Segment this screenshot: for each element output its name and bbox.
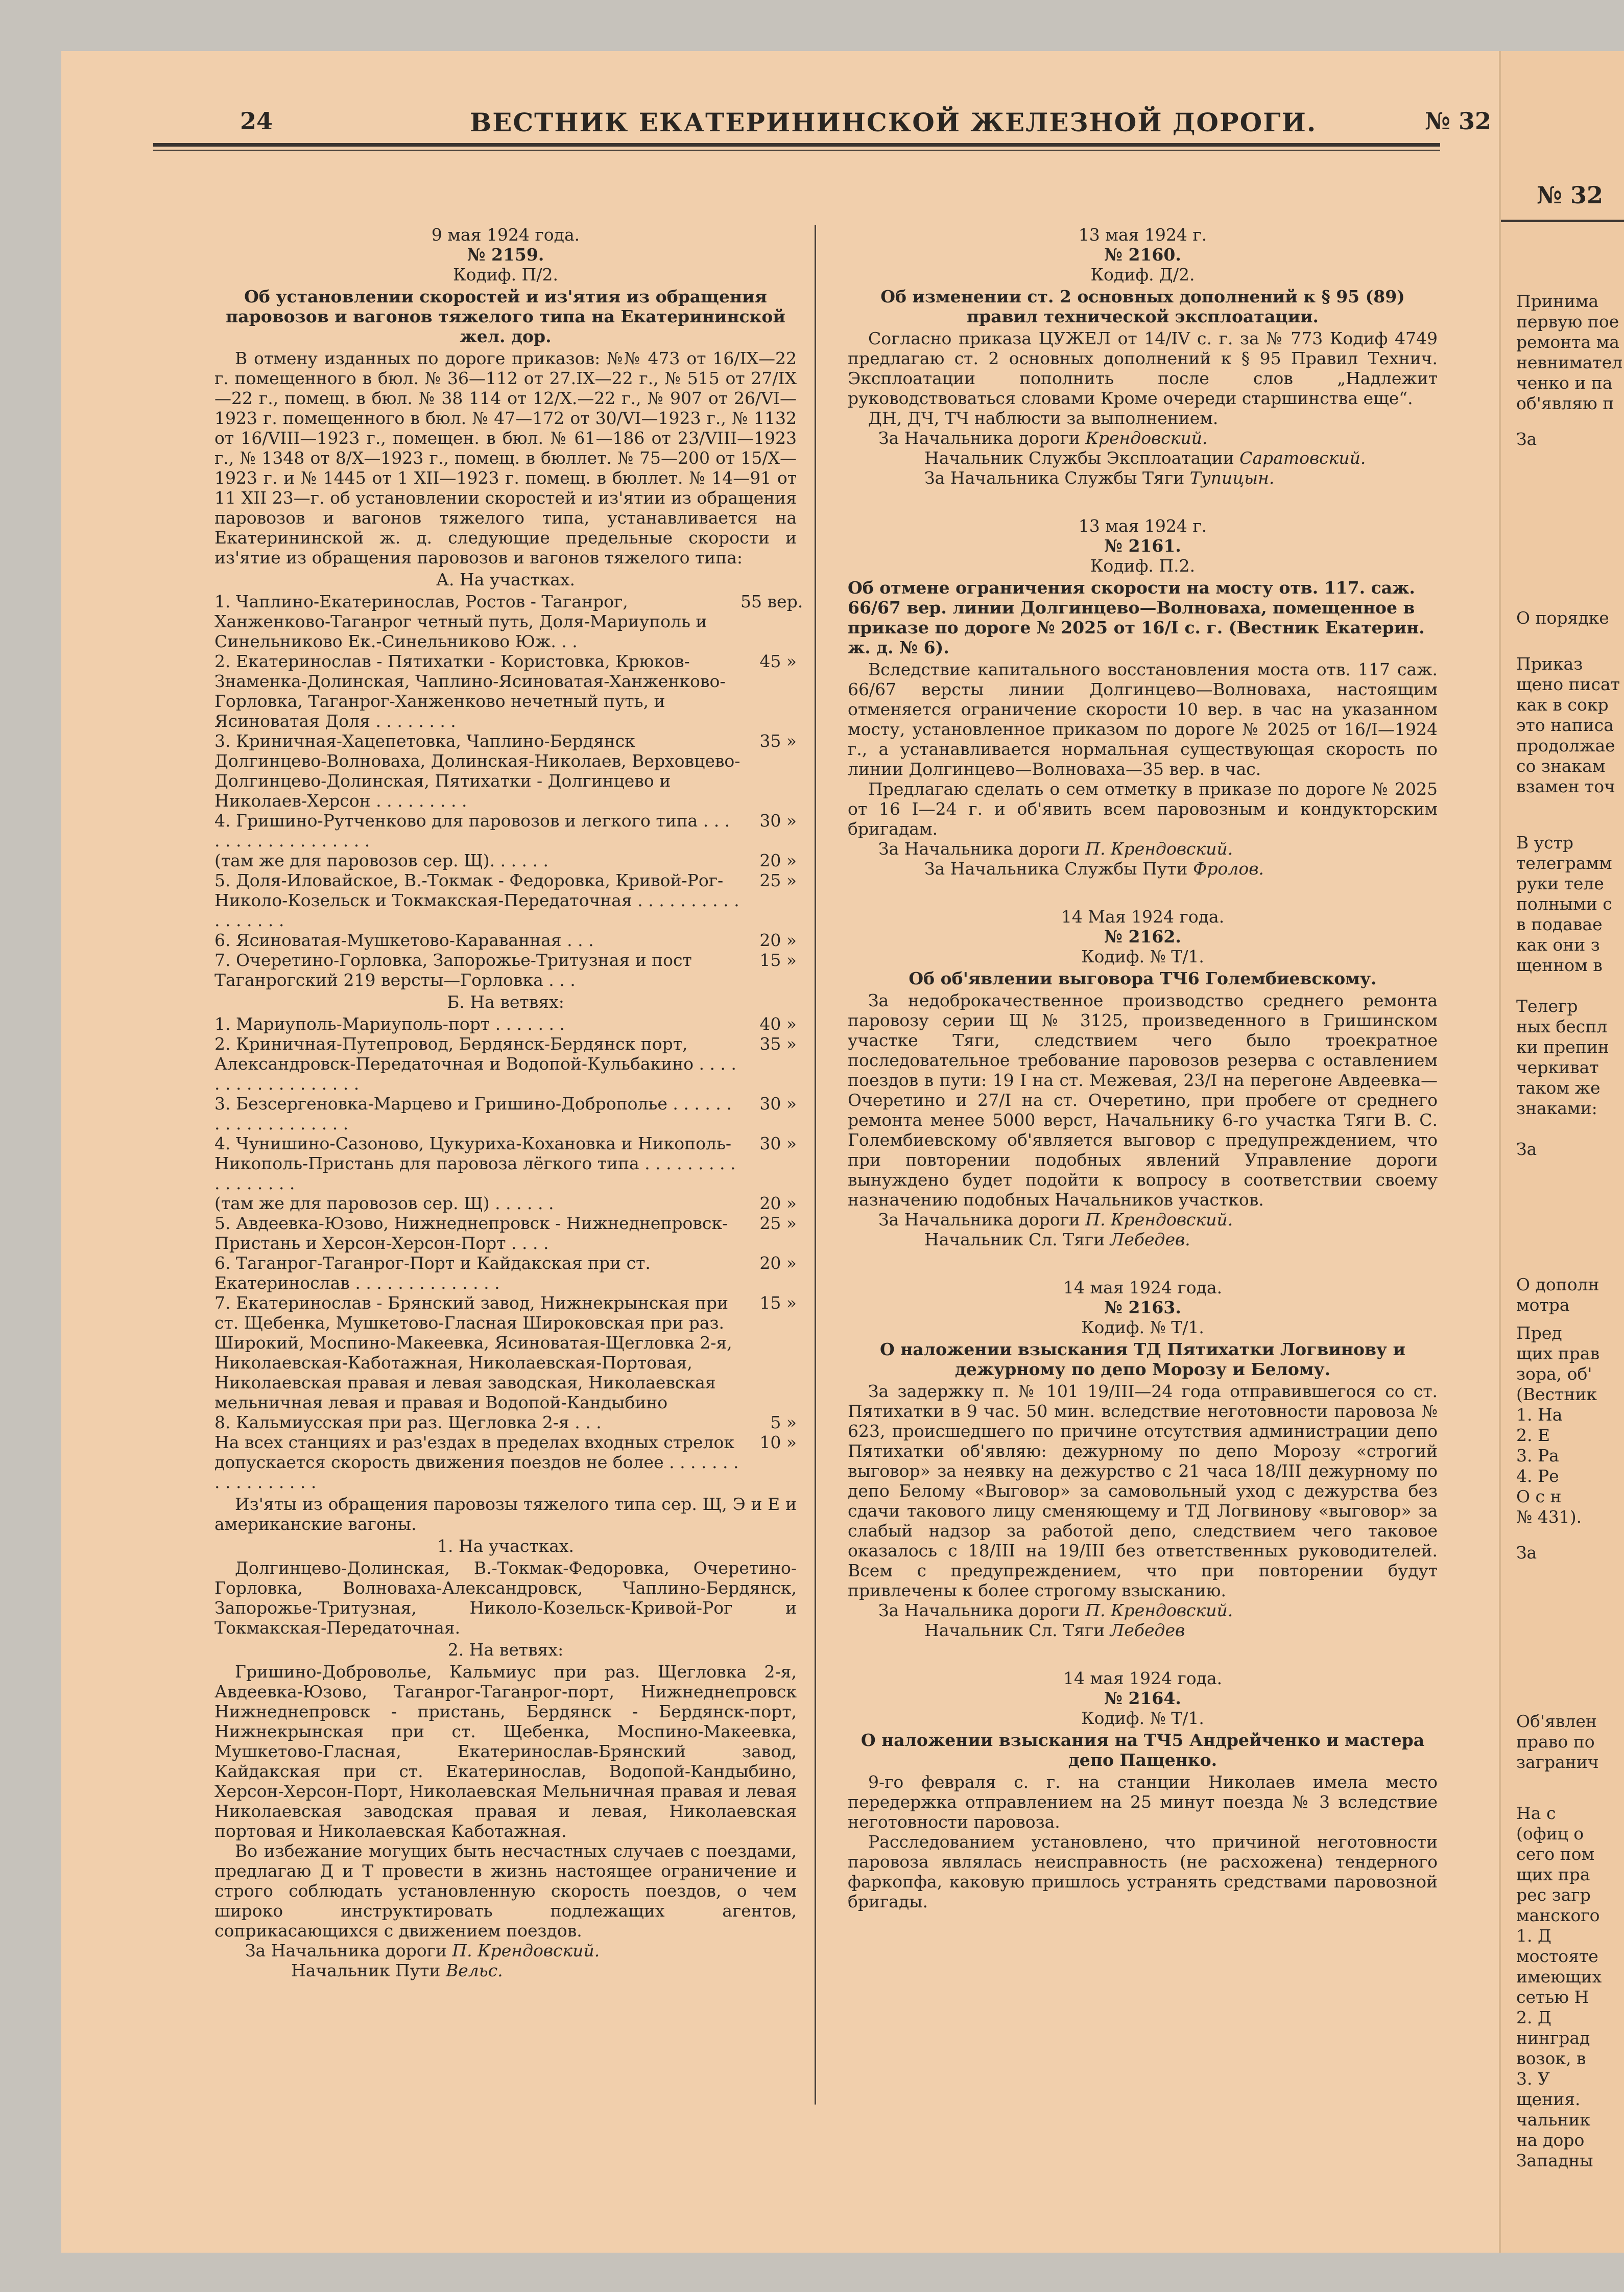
order-body: Согласно приказа ЦУЖЕЛ от 14/IV с. г. за № 773 Кодиф 4749 предлагаю ст. 2 основных дополнений к § 95 Правил Технич. Эксплоатации пополнить после слов „Надлежит руководствоваться словами Кроме очереди старшинства еще“. xyxy=(848,328,1438,408)
next-page-text-fragment: щено писат xyxy=(1516,674,1620,694)
speed-item-value: 20 » xyxy=(759,850,797,870)
next-page-text-fragment: За xyxy=(1516,429,1537,449)
signature-prefix: За Начальника дороги xyxy=(878,839,1080,859)
next-page-text-fragment: щих пра xyxy=(1516,1864,1590,1884)
next-page-text-fragment: (Вестник xyxy=(1516,1384,1597,1404)
next-page-text-fragment: на доро xyxy=(1516,2130,1585,2150)
signature-line xyxy=(878,1600,1438,1620)
next-page-text-fragment: первую пое xyxy=(1516,312,1619,332)
order-heading: О наложении взыскания ТД Пятихатки Логвинову и дежурному по депо Морозу и Белому. xyxy=(880,1339,1405,1379)
next-page-text-fragment: черкиват xyxy=(1516,1057,1599,1077)
order-body: ДН, ДЧ, ТЧ наблюсти за выполнением. xyxy=(868,408,1219,428)
section-b-title: Б. На ветвях: xyxy=(447,992,564,1012)
next-page-text-fragment: Пред xyxy=(1516,1323,1562,1343)
speed-item xyxy=(214,1034,797,1094)
signature-name: Вельс. xyxy=(445,1960,503,1980)
next-page-text-fragment: чальник xyxy=(1516,2110,1591,2130)
next-page-text-fragment: мотра xyxy=(1516,1295,1570,1315)
speed-item xyxy=(214,1193,797,1213)
speed-item-route: 2. Криничная-Путепровод, Бердянск-Бердянск порт, Александровск-Передаточная и Водопой-Кульбакино . . . . . . . . . . . . . . . . . . xyxy=(214,1034,736,1094)
closing-paragraph: Во избежание могущих быть несчастных случаев с поездами, предлагаю Д и Т провести в жизнь настоящее ограничение и строго соблюдать установленную скорость поездов, о чем широко инструктировать подлежащих агентов, соприкасающихся с движением поездов. xyxy=(214,1841,797,1941)
header-rule xyxy=(153,143,1440,147)
signature-prefix: Начальник Сл. Тяги xyxy=(924,1230,1105,1249)
next-page-text-fragment: нинград xyxy=(1516,2028,1590,2048)
order-codif: Кодиф. П.2. xyxy=(1090,556,1196,576)
next-page-text-fragment: В устр xyxy=(1516,833,1574,853)
speed-item-value: 30 » xyxy=(759,1133,797,1153)
next-page-text-fragment: об'являю п xyxy=(1516,393,1614,413)
order-body: Вследствие капитального восстановления моста отв. 117 саж. 66/67 версты линии Долгинцево—Волноваха, настоящим отменяется ограничение скорости 10 вер. в час на указанном мосту, установленное приказом по дороге № 2025 от 16/I—1924 г., а устанавливается нормальная существующая скорость по линии Долгинцево—Волноваха—35 вер. в час. xyxy=(848,659,1438,779)
next-page-text-fragment: руки теле xyxy=(1516,873,1604,893)
next-page-text-fragment: это написа xyxy=(1516,715,1614,735)
next-page-text-fragment: 1. Д xyxy=(1516,1926,1551,1946)
next-page-text-fragment: 3. Ра xyxy=(1516,1446,1559,1466)
next-page-text-fragment: Телегр xyxy=(1516,996,1578,1016)
speed-item xyxy=(214,811,797,850)
order-body: Предлагаю сделать о сем отметку в приказе по дороге № 2025 от 16 I—24 г. и об'явить всем паровозным и кондукторским бригадам. xyxy=(848,779,1438,839)
section-a-list xyxy=(214,592,803,990)
next-page-rule xyxy=(1501,220,1624,222)
signature-name: Лебедев xyxy=(1110,1620,1185,1640)
speed-item-value: 25 » xyxy=(759,1213,797,1233)
next-page-text-fragment: 1. На xyxy=(1516,1405,1563,1425)
next-page-text-fragment: рес загр xyxy=(1516,1885,1591,1905)
next-page-text-fragment: знаками: xyxy=(1516,1098,1597,1118)
next-page-text-fragment: Западны xyxy=(1516,2151,1593,2170)
signature-prefix: Начальник Сл. Тяги xyxy=(924,1620,1105,1640)
order-body: 9-го февраля с. г. на станции Николаев имела место передержка отправлением на 25 минут поезда № 3 вследствие неготовности паровоза. xyxy=(848,1772,1438,1832)
order-number: № 2160. xyxy=(1104,245,1181,265)
order-number: № 2161. xyxy=(1104,536,1181,556)
order-date: 14 мая 1924 года. xyxy=(1063,1668,1223,1688)
order-heading: О наложении взыскания на ТЧ5 Андрейченко и мастера депо Пащенко. xyxy=(861,1730,1425,1770)
signature-prefix: За Начальника Службы Пути xyxy=(924,859,1188,879)
left-column xyxy=(214,225,803,1980)
speed-item-route: 5. Авдеевка-Юзово, Нижнеднепровск - Нижнеднепровск-Пристань и Херсон-Херсон-Порт . . . . xyxy=(214,1213,728,1253)
signature-line xyxy=(878,839,1438,859)
next-page-text-fragment: На с xyxy=(1516,1803,1556,1823)
speed-item-route: 1. Чаплино-Екатеринослав, Ростов - Таганрог, Ханженково-Таганрог четный путь, Доля-Мариуполь и Синельниково Ек.-Синельниково Юж. . . xyxy=(214,592,707,651)
next-page-text-fragment: имеющих xyxy=(1516,1967,1602,1987)
speed-item-value: 20 » xyxy=(759,1193,797,1213)
speed-item-value: 45 » xyxy=(759,651,797,671)
signature-name: Фролов. xyxy=(1192,859,1264,879)
next-page-text-fragment: За xyxy=(1516,1139,1537,1159)
next-page-text-fragment: О дополн xyxy=(1516,1274,1599,1294)
speed-item xyxy=(214,1253,797,1293)
next-page-text-fragment: 2. Д xyxy=(1516,2007,1551,2027)
order-codif: Кодиф. Д/2. xyxy=(1090,265,1195,285)
next-page-text-fragment: как в сокр xyxy=(1516,695,1609,715)
next-page-text-fragment: Принима xyxy=(1516,291,1599,311)
next-page-text-fragment: невнимател xyxy=(1516,352,1623,372)
speed-item-route: 2. Екатеринослав - Пятихатки - Користовка, Крюков-Знаменка-Долинская, Чаплино-Ясиноватая-Ханженково-Горловка, Таганрог-Ханженково нечетный путь, и Ясиноватая Доля . . . . . . . . xyxy=(214,651,726,731)
order-codif: Кодиф. № Т/1. xyxy=(1081,1317,1204,1337)
next-page-text-fragment: как они з xyxy=(1516,935,1600,955)
next-page-text-fragment: полными с xyxy=(1516,894,1612,914)
next-page-text-fragment: возок, в xyxy=(1516,2048,1586,2068)
next-page-edge xyxy=(1499,51,1624,2253)
order-codif: Кодиф. № Т/1. xyxy=(1081,1708,1204,1728)
withdrawn-sec2-text: Гришино-Доброволье, Кальмиус при раз. Щегловка 2-я, Авдеевка-Юзово, Таганрог-Таганрог-порт, Нижнеднепровск Нижнеднепровск - пристань, Бердянск - Бердянск-порт, Нижнекрынская при ст. Щебенка, Моспино-Макеевка, Мушкетово-Гласная, Екатеринослав-Брянский завод, Кайдакская при ст. Екатеринослав, Водопой-Кандыбино, Херсон-Херсон-Порт, Николаевская Мельничная правая и левая Николаевская заводская правая и левая, Николаевская портовая и Николаевская Каботажная. xyxy=(214,1662,797,1841)
next-page-text-fragment: О порядке xyxy=(1516,608,1609,628)
speed-item-value: 30 » xyxy=(759,1094,797,1114)
signature-line xyxy=(924,1620,1438,1640)
speed-item xyxy=(214,1094,797,1133)
section-b-list xyxy=(214,1014,797,1492)
speed-item-route: 3. Безсергеновка-Марцево и Гришино-Доброполье . . . . . . . . . . . . . . . . . . . xyxy=(214,1094,732,1133)
order-codif: Кодиф. П/2. xyxy=(453,265,558,285)
signature-name: Лебедев. xyxy=(1110,1230,1190,1249)
next-page-text-fragment: За xyxy=(1516,1543,1537,1563)
next-page-text-fragment: продолжае xyxy=(1516,736,1615,755)
order-2164 xyxy=(848,1668,1438,1911)
right-column xyxy=(848,225,1438,1911)
speed-item-value: 20 » xyxy=(759,1253,797,1273)
speed-item-route: (там же для паровозов сер. Щ). . . . . . xyxy=(214,850,549,870)
speed-item-value: 35 » xyxy=(759,731,797,751)
signature-prefix: За Начальника Службы Тяги xyxy=(924,468,1185,488)
signature-prefix: Начальник Службы Эксплоатации xyxy=(924,448,1234,468)
signature-prefix: За Начальника дороги xyxy=(878,1210,1080,1230)
speed-item-route: 6. Ясиноватая-Мушкетово-Караванная . . . xyxy=(214,930,594,950)
signature-line xyxy=(924,1230,1438,1249)
next-page-text-fragment: зора, об' xyxy=(1516,1364,1592,1384)
speed-item-route: 3. Криничная-Хацепетовка, Чаплино-Бердянск Долгинцево-Волноваха, Долинская-Николаев, Верховцево-Долгинцево-Долинская, Пятихатки - Долгинцево и Николаев-Херсон . . . . . . . . . xyxy=(214,731,741,811)
speed-item xyxy=(214,651,797,731)
order-date: 13 мая 1924 г. xyxy=(1078,225,1207,245)
speed-item-value: 5 » xyxy=(770,1412,797,1432)
next-page-text-fragment: таком же xyxy=(1516,1078,1601,1098)
speed-item xyxy=(214,930,797,950)
speed-item-route: (там же для паровозов сер. Щ) . . . . . . xyxy=(214,1193,554,1213)
order-2162 xyxy=(848,907,1438,1249)
withdrawn-sec1-title: 1. На участках. xyxy=(437,1536,574,1556)
signature-line xyxy=(291,1960,797,1980)
order-body: За недоброкачественное производство среднего ремонта паровозу серии Щ № 3125, произведенного в Гришинском участке Тяги, следствием чего было троекратное последовательное требование паровозов резерва с оставлением поездов в пути: 19 I на ст. Межевая, 23/I на перегоне Авдеевка—Очеретино и 27/I на ст. Очеретино, при пробеге от среднего ремонта менее 5000 верст, Начальнику 6-го участка Тяги В. С. Голембиевскому об'является выговор с предупреждением, что при повторении подобных явлений Управление дороги вынуждено будет подойти к вопросу в соответствии своему назначению подобных Начальников участков. xyxy=(848,990,1438,1210)
next-page-text-fragment: ных беспл xyxy=(1516,1017,1608,1036)
next-page-text-fragment: право по xyxy=(1516,1732,1595,1752)
next-page-text-fragment: сего пом xyxy=(1516,1844,1595,1864)
order-body: За задержку п. № 101 19/III—24 года отправившегося со ст. Пятихатки в 9 час. 50 мин. вследствие неготовности паровоза № 623, происшедшего по причине отсутствия администрации депо Пятихатки об'являю: дежурному по депо Морозу «строгий выговор» за неявку на дежурство с 21 часа 18/III дежурному по депо Белому «Выговор» за самовольный уход с дежурства без сдачи такового лицу сменяющему и ТД Логвинову «выговор» за слабый надзор за работой депо, следствием чего таковое оказалось с 18/III на 19/III без ответственных руководителей. Всем с предупреждением, что при повторении будут привлечены к более строгому взысканию. xyxy=(848,1381,1438,1600)
signature-line xyxy=(878,1210,1438,1230)
order-heading: Об установлении скоростей и из'ятия из обращения паровозов и вагонов тяжелого типа на Екатерининской жел. дор. xyxy=(226,287,785,346)
speed-item-route: На всех станциях и раз'ездах в пределах входных стрелок допускается скорость движения поездов не более . . . . . . . . . . . . . . . . . xyxy=(214,1432,739,1492)
next-page-text-fragment: мостояте xyxy=(1516,1946,1598,1966)
next-page-text-fragment: сетью Н xyxy=(1516,1987,1589,2007)
next-page-text-fragment: щенном в xyxy=(1516,955,1603,975)
next-page-text-fragment: Приказ xyxy=(1516,654,1583,674)
next-page-text-fragment: манского xyxy=(1516,1905,1600,1925)
withdrawn-note: Из'яты из обращения паровозы тяжелого типа сер. Щ, Э и Е и американские вагоны. xyxy=(214,1494,797,1534)
speed-item xyxy=(214,1133,797,1193)
next-page-text-fragment: 2. Е xyxy=(1516,1425,1550,1445)
next-page-text-fragment: ки препин xyxy=(1516,1037,1609,1057)
speed-item xyxy=(214,870,797,930)
speed-item-route: 7. Екатеринослав - Брянский завод, Нижнекрынская при ст. Щебенка, Мушкетово-Гласная Широковская при раз. Широкий, Моспино-Макеевка, Ясиноватая-Щегловка 2-я, Николаевская-Каботажная, Николаевская-Портовая, Николаевская правая и левая заводская, Николаевская мельничная левая и правая и Водопой-Кандыбино xyxy=(214,1293,732,1412)
next-page-text-fragment: (офиц о xyxy=(1516,1824,1584,1844)
speed-item-route: 4. Чунишино-Сазоново, Цукуриха-Кохановка и Никополь-Никополь-Пристань для паровоза лёгкого типа . . . . . . . . . . . . . . . . . xyxy=(214,1133,736,1193)
signature-prefix: За Начальника дороги xyxy=(878,1600,1080,1620)
signature-line xyxy=(245,1941,797,1960)
speed-item-value: 10 » xyxy=(759,1432,797,1452)
signature-name: П. Крендовский. xyxy=(1085,1210,1233,1230)
speed-item xyxy=(214,950,797,990)
next-page-text-fragment: Об'явлен xyxy=(1516,1711,1597,1731)
order-2161 xyxy=(848,516,1438,879)
next-page-text-fragment: загранич xyxy=(1516,1752,1599,1772)
speed-item-route: 7. Очеретино-Горловка, Запорожье-Тритузная и пост Таганрогский 219 версты—Горловка . . . xyxy=(214,950,692,990)
speed-item-value: 25 » xyxy=(759,870,797,890)
speed-item-value: 15 » xyxy=(759,1293,797,1313)
order-date: 14 мая 1924 года. xyxy=(1063,1278,1223,1297)
next-page-text-fragment: в подавае xyxy=(1516,914,1603,934)
withdrawn-sec2-title: 2. На ветвях: xyxy=(447,1640,564,1660)
order-2163 xyxy=(848,1278,1438,1640)
speed-item xyxy=(214,592,803,651)
column-divider xyxy=(815,225,816,2105)
speed-item xyxy=(214,850,797,870)
next-page-text-fragment: О с н xyxy=(1516,1486,1562,1506)
signature-name: Тупицын. xyxy=(1189,468,1275,488)
header-rule-thin xyxy=(153,150,1440,151)
order-date: 13 мая 1924 г. xyxy=(1078,516,1207,536)
page-header xyxy=(153,107,1492,138)
order-heading: Об изменении ст. 2 основных дополнений к § 95 (89) правил технической эксплоатации. xyxy=(880,287,1405,326)
next-page-text-fragment: № 431). xyxy=(1516,1507,1582,1527)
page-number: 24 xyxy=(240,107,273,135)
section-a-title: А. На участках. xyxy=(436,570,575,589)
signature-line xyxy=(878,428,1438,448)
next-page-issue: № 32 xyxy=(1537,181,1604,209)
next-page-text-fragment: телеграмм xyxy=(1516,853,1612,873)
next-page-text-fragment: ченко и па xyxy=(1516,373,1613,393)
speed-item-route: 4. Гришино-Рутченково для паровозов и легкого типа . . . . . . . . . . . . . . . . . . xyxy=(214,811,730,850)
speed-item-route: 1. Мариуполь-Мариуполь-порт . . . . . . . xyxy=(214,1014,565,1034)
speed-item xyxy=(214,1412,797,1432)
next-page-text-fragment: щих прав xyxy=(1516,1343,1600,1363)
speed-item xyxy=(214,1432,797,1492)
speed-item-value: 30 » xyxy=(759,811,797,831)
next-page-text-fragment: 3. У xyxy=(1516,2069,1550,2089)
order-heading: Об об'явлении выговора ТЧ6 Голембиевскому. xyxy=(909,968,1377,988)
publication-title: ВЕСТНИК ЕКАТЕРИНИНСКОЙ ЖЕЛЕЗНОЙ ДОРОГИ. xyxy=(470,107,1317,137)
signature-prefix: За Начальника дороги xyxy=(878,428,1080,448)
signature-line xyxy=(924,468,1438,488)
order-heading: Об отмене ограничения скорости на мосту отв. 117. саж. 66/67 вер. линии Долгинцево—Волноваха, помещенное в приказе по дороге № 2025 от 16/I с. г. (Вестник Екатерин. ж. д. № 6). xyxy=(848,578,1425,657)
order-number: № 2163. xyxy=(1104,1297,1181,1317)
signature-prefix: За Начальника дороги xyxy=(245,1941,447,1960)
speed-item xyxy=(214,1213,797,1253)
speed-item xyxy=(214,731,797,811)
speed-item xyxy=(214,1293,797,1412)
order-number: № 2162. xyxy=(1104,927,1181,947)
speed-item xyxy=(214,1014,797,1034)
next-page-text-fragment: ремонта ма xyxy=(1516,332,1619,352)
order-intro: В отмену изданных по дороге приказов: №№ 473 от 16/IX—22 г. помещенного в бюл. № 36—112 от 27.IX—22 г., № 515 от 27/IX—22 г., помещ. в бюл. № 38 114 от 12/X.—22 г., № 907 от 26/VI—1923 г. помещенного в бюл. № 47—172 от 30/VI—1923 г., № 1132 от 16/VIII—1923 г., помещен. в бюл. № 61—186 от 23/VIII—1923 г., № 1348 от 8/X—1923 г., помещ. в бюллет. № 75—200 от 15/X—1923 г. и № 1445 от 1 XII—1923 г. помещ. в бюллет. № 14—91 от 11 XII 23—г. об установлении скоростей и из'ятии из обращения паровозов и вагонов тяжелого типа, устанавливается на Екатерининской ж. д. следующие предельные скорости и из'ятие из обращения паровозов и вагонов тяжелого типа: xyxy=(214,348,797,568)
speed-item-value: 40 » xyxy=(759,1014,797,1034)
order-body: Расследованием установлено, что причиной неготовности паровоза являлась неисправность (не расхожена) тендерного фаркопфа, каковую пришлось устранять средствами паровозной бригады. xyxy=(848,1832,1438,1911)
withdrawn-sec1-text: Долгинцево-Долинская, В.-Токмак-Федоровка, Очеретино-Горловка, Волноваха-Александровск, Чаплино-Бердянск, Запорожье-Тритузная, Николо-Козельск-Кривой-Рог и Токмакская-Передаточная. xyxy=(214,1558,797,1638)
next-page-text-fragment: щения. xyxy=(1516,2089,1581,2109)
speed-item-route: 6. Таганрог-Таганрог-Порт и Кайдакская при ст. Екатеринослав . . . . . . . . . . . . . . xyxy=(214,1253,651,1293)
next-page-text-fragment: взамен точ xyxy=(1516,776,1615,796)
order-date: 9 мая 1924 года. xyxy=(431,225,580,245)
order-number: № 2164. xyxy=(1104,1688,1181,1708)
signature-name: Саратовский. xyxy=(1239,448,1366,468)
signature-prefix: Начальник Пути xyxy=(291,1960,441,1980)
next-page-text-fragment: 4. Ре xyxy=(1516,1466,1559,1486)
order-number: № 2159. xyxy=(467,245,544,265)
signature-line xyxy=(924,859,1438,879)
speed-item-value: 15 » xyxy=(759,950,797,970)
signature-name: П. Крендовский. xyxy=(1085,1600,1233,1620)
order-codif: Кодиф. № Т/1. xyxy=(1081,947,1204,966)
speed-item-value: 20 » xyxy=(759,930,797,950)
signature-name: П. Крендовский. xyxy=(1085,839,1233,859)
signature-line xyxy=(924,448,1438,468)
speed-item-route: 8. Кальмиусская при раз. Щегловка 2-я . . . xyxy=(214,1412,602,1432)
speed-item-value: 35 » xyxy=(759,1034,797,1054)
issue-number: № 32 xyxy=(1425,107,1492,135)
next-page-text-fragment: со знакам xyxy=(1516,756,1606,776)
order-2160 xyxy=(848,225,1438,488)
order-date: 14 Мая 1924 года. xyxy=(1061,907,1225,927)
speed-item-value: 55 вер. xyxy=(741,592,803,611)
signature-name: П. Крендовский. xyxy=(452,1941,600,1960)
speed-item-route: 5. Доля-Иловайское, В.-Токмак - Федоровка, Кривой-Рог-Николо-Козельск и Токмакская-Передаточная . . . . . . . . . . . . . . . . . xyxy=(214,870,739,930)
signature-name: Крендовский. xyxy=(1085,428,1208,448)
